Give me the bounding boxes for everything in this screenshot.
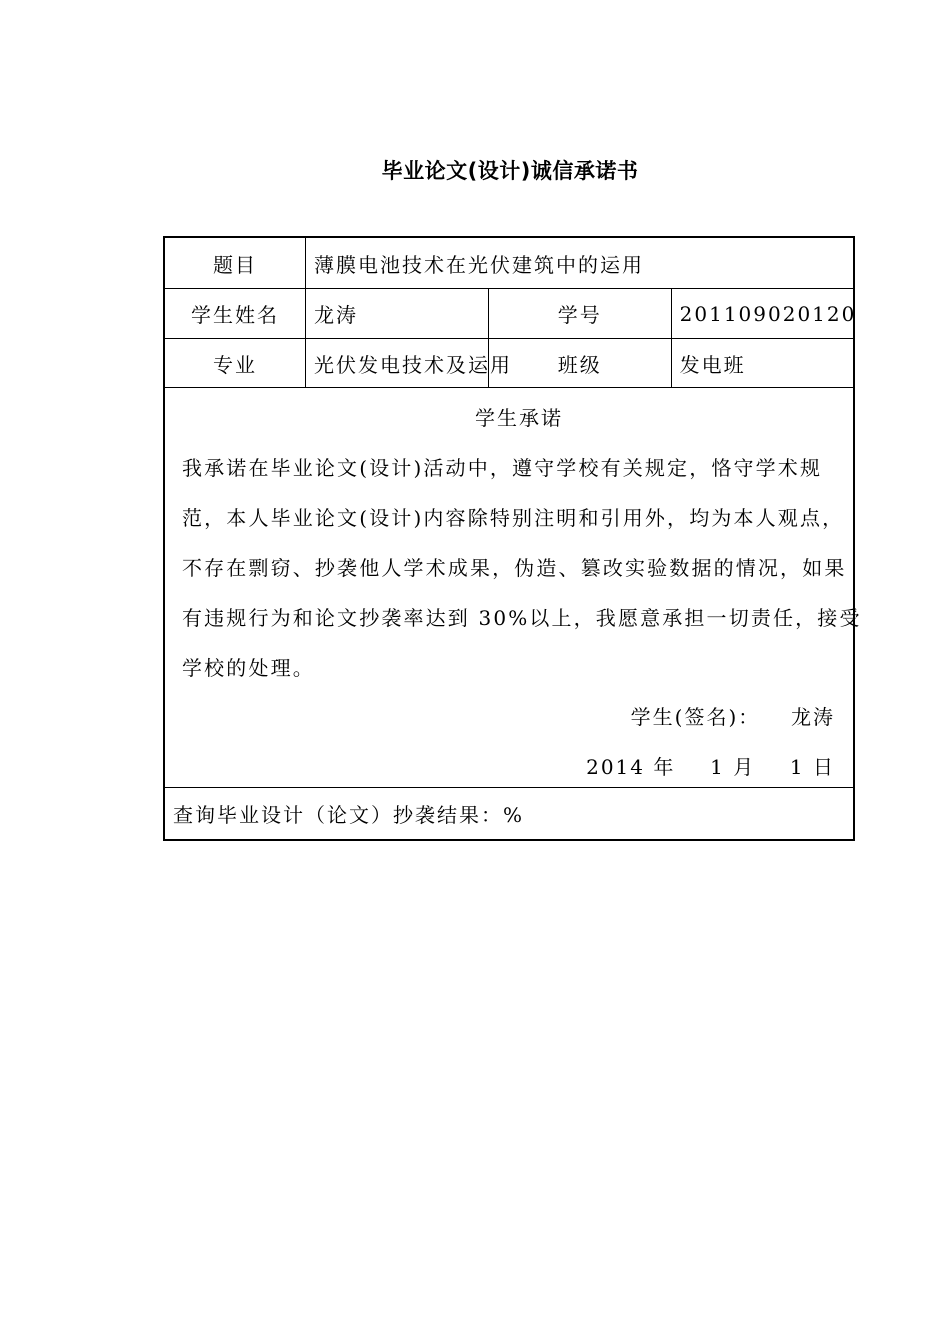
date-line (586, 751, 835, 780)
signature-label: 学生(签名)： (630, 705, 761, 729)
signature-value: 龙涛 (791, 705, 835, 729)
topic-label: 题目 (164, 237, 306, 289)
date-day-unit: 日 (813, 755, 835, 779)
date-year-unit: 年 (653, 755, 676, 779)
pledge-line: 有违规行为和论文抄袭率达到 30%以上，我愿意承担一切责任，接受 (182, 606, 862, 630)
plagiarism-result-label: 查询毕业设计（论文）抄袭结果：% (164, 788, 854, 841)
date-month: 1 (710, 755, 725, 779)
major-label: 专业 (164, 339, 306, 388)
date-month-unit: 月 (733, 755, 756, 779)
student-name-value: 龙涛 (306, 289, 489, 339)
major-value: 光伏发电技术及运用 (306, 339, 489, 388)
student-id-label: 学号 (488, 289, 671, 339)
class-value: 发电班 (671, 339, 854, 388)
topic-value: 薄膜电池技术在光伏建筑中的运用 (306, 237, 855, 289)
date-year: 2014 (586, 755, 646, 779)
document-title: 毕业论文(设计)诚信承诺书 (381, 159, 639, 183)
student-id-value: 201109020120 (671, 289, 854, 339)
name-row (164, 289, 854, 339)
date-day: 1 (789, 755, 805, 779)
pledge-line: 我承诺在毕业论文(设计)活动中，遵守学校有关规定，恪守学术规 (182, 456, 823, 480)
pledge-box (173, 388, 862, 787)
pledge-line: 不存在剽窃、抄袭他人学术成果，伪造、篡改实验数据的情况，如果 (182, 556, 847, 580)
topic-row (164, 237, 854, 289)
class-label: 班级 (488, 339, 671, 388)
pledge-form-table (163, 236, 862, 841)
pledge-row (164, 388, 854, 788)
pledge-line: 学校的处理。 (182, 656, 315, 680)
student-name-label: 学生姓名 (164, 289, 306, 339)
major-row (164, 339, 854, 388)
signature-line (631, 701, 835, 730)
result-row (164, 788, 854, 841)
pledge-line: 范，本人毕业论文(设计)内容除特别注明和引用外，均为本人观点， (182, 506, 845, 530)
pledge-heading: 学生承诺 (475, 406, 563, 430)
pledge-cell (164, 388, 862, 788)
